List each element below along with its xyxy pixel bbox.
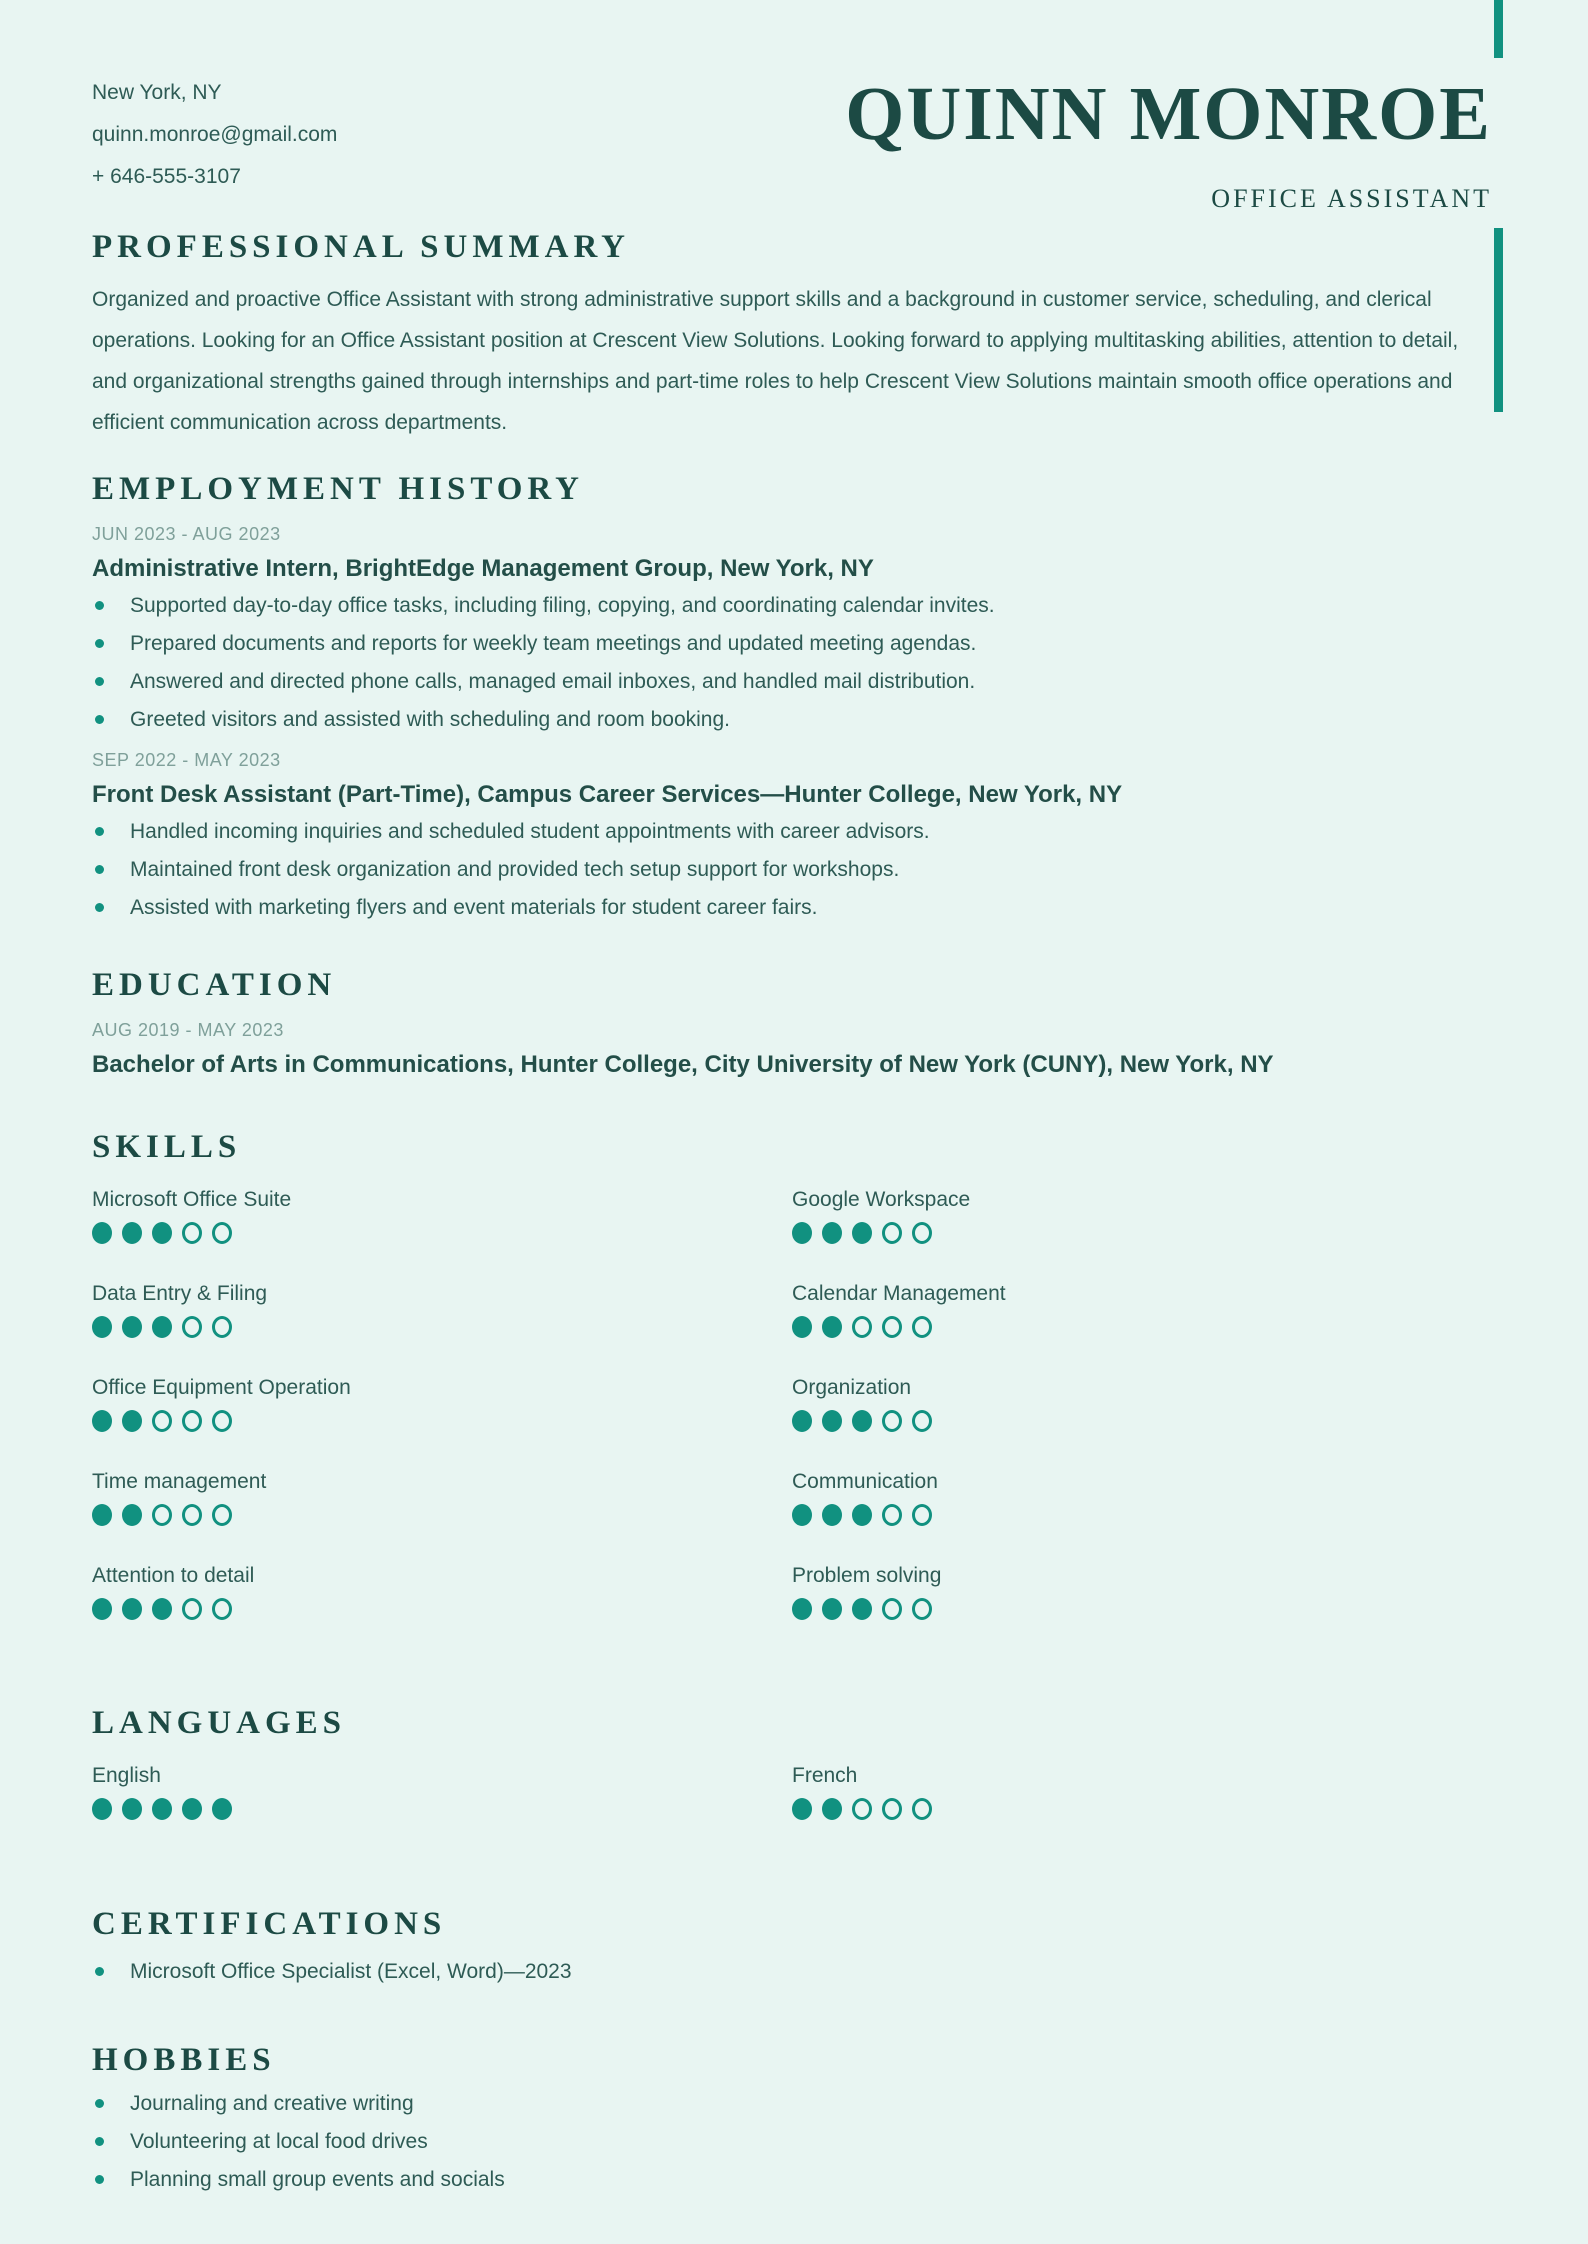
rating-dot-filled	[92, 1410, 112, 1432]
bullet-item	[92, 668, 1492, 695]
bullet-text: Supported day-to-day office tasks, including filing, copying, and coordinating calendar invites.	[130, 594, 995, 617]
bullet-item	[92, 894, 1492, 921]
rating-dot-filled	[852, 1598, 872, 1620]
job-entry	[92, 523, 1492, 733]
bullet-item	[92, 1958, 1492, 1985]
bullet-item	[92, 2166, 1492, 2193]
skill-item	[92, 1375, 792, 1432]
bullet-text: Journaling and creative writing	[130, 2092, 414, 2115]
language-rating	[92, 1798, 792, 1820]
skill-label: Communication	[792, 1470, 938, 1493]
hobby-list	[92, 2090, 1492, 2193]
rating-dot-filled	[152, 1598, 172, 1620]
rating-dot-filled	[822, 1316, 842, 1338]
skill-label: Office Equipment Operation	[92, 1376, 351, 1399]
skill-item	[792, 1281, 1492, 1338]
rating-dot-empty	[882, 1222, 902, 1244]
rating-dot-filled	[822, 1222, 842, 1244]
languages-grid	[92, 1763, 1492, 1857]
section-skills	[92, 1129, 1492, 1657]
bullet-item	[92, 2090, 1492, 2117]
skill-label: Google Workspace	[792, 1188, 971, 1211]
rating-dot-empty	[912, 1798, 932, 1820]
contact-phone: + 646-555-3107	[92, 165, 241, 188]
rating-dot-filled	[212, 1798, 232, 1820]
rating-dot-empty	[912, 1222, 932, 1244]
rating-dot-empty	[912, 1316, 932, 1338]
education-dates: AUG 2019 - MAY 2023	[92, 1020, 284, 1040]
bullet-icon	[95, 601, 104, 610]
section-hobbies	[92, 2042, 1492, 2193]
skill-item	[92, 1187, 792, 1244]
rating-dot-empty	[152, 1504, 172, 1526]
section-languages	[92, 1705, 1492, 1857]
accent-bar-top	[1494, 0, 1503, 58]
bullet-icon	[95, 1967, 104, 1976]
rating-dot-filled	[152, 1316, 172, 1338]
skill-rating	[792, 1316, 1492, 1338]
employment-heading: EMPLOYMENT HISTORY	[92, 471, 584, 507]
candidate-name: QUINN MONROE	[845, 72, 1492, 156]
accent-bar-side	[1494, 228, 1503, 412]
rating-dot-filled	[122, 1598, 142, 1620]
rating-dot-filled	[822, 1598, 842, 1620]
bullet-item	[92, 706, 1492, 733]
rating-dot-filled	[792, 1222, 812, 1244]
identity-block	[845, 72, 1492, 214]
rating-dot-filled	[822, 1798, 842, 1820]
skill-label: Microsoft Office Suite	[92, 1188, 292, 1211]
rating-dot-filled	[792, 1410, 812, 1432]
rating-dot-empty	[912, 1598, 932, 1620]
education-heading: EDUCATION	[92, 967, 337, 1003]
rating-dot-empty	[852, 1798, 872, 1820]
skill-item	[92, 1281, 792, 1338]
skill-label: Problem solving	[792, 1564, 942, 1587]
certification-list	[92, 1958, 1492, 1985]
skill-item	[92, 1469, 792, 1526]
bullet-text: Handled incoming inquiries and scheduled student appointments with career advisors.	[130, 820, 930, 843]
bullet-text: Answered and directed phone calls, managed email inboxes, and handled mail distribution.	[130, 670, 976, 693]
skill-rating	[792, 1598, 1492, 1620]
rating-dot-empty	[182, 1222, 202, 1244]
bullet-icon	[95, 677, 104, 686]
skills-grid	[92, 1187, 1492, 1657]
rating-dot-empty	[182, 1410, 202, 1432]
rating-dot-filled	[122, 1222, 142, 1244]
contact-email: quinn.monroe@gmail.com	[92, 123, 338, 146]
skill-item	[792, 1187, 1492, 1244]
rating-dot-empty	[882, 1316, 902, 1338]
rating-dot-empty	[182, 1316, 202, 1338]
rating-dot-filled	[152, 1798, 172, 1820]
contact-block	[92, 72, 337, 214]
rating-dot-empty	[152, 1410, 172, 1432]
language-item	[92, 1763, 792, 1820]
skill-item	[792, 1375, 1492, 1432]
bullet-text: Assisted with marketing flyers and event materials for student career fairs.	[130, 896, 818, 919]
job-title: Administrative Intern, BrightEdge Management Group, New York, NY	[92, 555, 874, 582]
rating-dot-empty	[912, 1504, 932, 1526]
rating-dot-filled	[92, 1798, 112, 1820]
bullet-text: Microsoft Office Specialist (Excel, Word)—2023	[130, 1960, 572, 1983]
rating-dot-filled	[92, 1504, 112, 1526]
skill-label: Calendar Management	[792, 1282, 1006, 1305]
bullet-icon	[95, 639, 104, 648]
skill-rating	[92, 1222, 792, 1244]
rating-dot-filled	[822, 1504, 842, 1526]
rating-dot-empty	[182, 1504, 202, 1526]
skills-heading: SKILLS	[92, 1129, 242, 1165]
education-degree: Bachelor of Arts in Communications, Hunter College, City University of New York (CUNY), New York, NY	[92, 1051, 1274, 1078]
bullet-item	[92, 2128, 1492, 2155]
bullet-icon	[95, 2175, 104, 2184]
language-label: English	[92, 1764, 161, 1787]
rating-dot-filled	[852, 1410, 872, 1432]
certifications-heading: CERTIFICATIONS	[92, 1906, 447, 1942]
skill-label: Organization	[792, 1376, 912, 1399]
job-bullet-list	[92, 592, 1492, 733]
bullet-icon	[95, 903, 104, 912]
rating-dot-filled	[792, 1504, 812, 1526]
bullet-icon	[95, 2099, 104, 2108]
summary-heading: PROFESSIONAL SUMMARY	[92, 229, 630, 265]
rating-dot-empty	[882, 1598, 902, 1620]
resume-header	[92, 0, 1492, 214]
job-dates: JUN 2023 - AUG 2023	[92, 524, 281, 544]
bullet-text: Volunteering at local food drives	[130, 2130, 428, 2153]
languages-heading: LANGUAGES	[92, 1705, 347, 1741]
section-professional-summary	[92, 229, 1492, 443]
skill-rating	[92, 1504, 792, 1526]
bullet-icon	[95, 827, 104, 836]
rating-dot-filled	[92, 1222, 112, 1244]
rating-dot-filled	[122, 1410, 142, 1432]
skill-rating	[792, 1410, 1492, 1432]
section-employment-history	[92, 471, 1492, 921]
rating-dot-filled	[92, 1598, 112, 1620]
rating-dot-filled	[792, 1316, 812, 1338]
bullet-text: Greeted visitors and assisted with scheduling and room booking.	[130, 708, 730, 731]
rating-dot-filled	[792, 1798, 812, 1820]
contact-location: New York, NY	[92, 81, 222, 104]
job-bullet-list	[92, 818, 1492, 921]
bullet-item	[92, 592, 1492, 619]
job-title: Front Desk Assistant (Part-Time), Campus Career Services—Hunter College, New York, NY	[92, 781, 1123, 808]
section-certifications	[92, 1906, 1492, 1985]
rating-dot-empty	[852, 1316, 872, 1338]
rating-dot-filled	[122, 1798, 142, 1820]
rating-dot-empty	[882, 1798, 902, 1820]
rating-dot-filled	[122, 1316, 142, 1338]
skill-rating	[92, 1598, 792, 1620]
language-label: French	[792, 1764, 858, 1787]
rating-dot-filled	[792, 1598, 812, 1620]
rating-dot-filled	[822, 1410, 842, 1432]
skill-label: Data Entry & Filing	[92, 1282, 268, 1305]
rating-dot-empty	[882, 1504, 902, 1526]
rating-dot-empty	[882, 1410, 902, 1432]
skill-rating	[792, 1222, 1492, 1244]
summary-text: Organized and proactive Office Assistant with strong administrative support skills and a background in customer service, scheduling, and clerical operations. Looking for an Office Assistant position at Crescent View Solutions. Looking forward to applying multitasking abilities, attention to detail, and organizational strengths gained through internships and part-time roles to help Crescent View Solutions maintain smooth office operations and efficient communication across departments.	[92, 288, 1459, 434]
skill-item	[92, 1563, 792, 1620]
skill-item	[792, 1469, 1492, 1526]
rating-dot-filled	[122, 1504, 142, 1526]
language-item	[792, 1763, 1492, 1820]
rating-dot-empty	[212, 1598, 232, 1620]
bullet-icon	[95, 865, 104, 874]
rating-dot-empty	[212, 1316, 232, 1338]
hobbies-heading: HOBBIES	[92, 2042, 276, 2078]
job-entry	[92, 749, 1492, 921]
rating-dot-filled	[182, 1798, 202, 1820]
language-rating	[792, 1798, 1492, 1820]
rating-dot-filled	[852, 1222, 872, 1244]
skill-item	[792, 1563, 1492, 1620]
skill-rating	[92, 1410, 792, 1432]
rating-dot-empty	[912, 1410, 932, 1432]
rating-dot-filled	[852, 1504, 872, 1526]
bullet-item	[92, 630, 1492, 657]
rating-dot-empty	[212, 1410, 232, 1432]
bullet-item	[92, 856, 1492, 883]
bullet-icon	[95, 715, 104, 724]
rating-dot-empty	[212, 1504, 232, 1526]
skill-label: Attention to detail	[92, 1564, 255, 1587]
skill-rating	[792, 1504, 1492, 1526]
bullet-text: Planning small group events and socials	[130, 2168, 505, 2191]
bullet-item	[92, 818, 1492, 845]
rating-dot-empty	[212, 1222, 232, 1244]
job-dates: SEP 2022 - MAY 2023	[92, 750, 281, 770]
bullet-text: Maintained front desk organization and provided tech setup support for workshops.	[130, 858, 900, 881]
candidate-job-title: OFFICE ASSISTANT	[1211, 184, 1492, 213]
bullet-icon	[95, 2137, 104, 2146]
rating-dot-filled	[92, 1316, 112, 1338]
skill-rating	[92, 1316, 792, 1338]
skill-label: Time management	[92, 1470, 267, 1493]
rating-dot-empty	[182, 1598, 202, 1620]
bullet-text: Prepared documents and reports for weekly team meetings and updated meeting agendas.	[130, 632, 977, 655]
section-education	[92, 967, 1492, 1080]
rating-dot-filled	[152, 1222, 172, 1244]
